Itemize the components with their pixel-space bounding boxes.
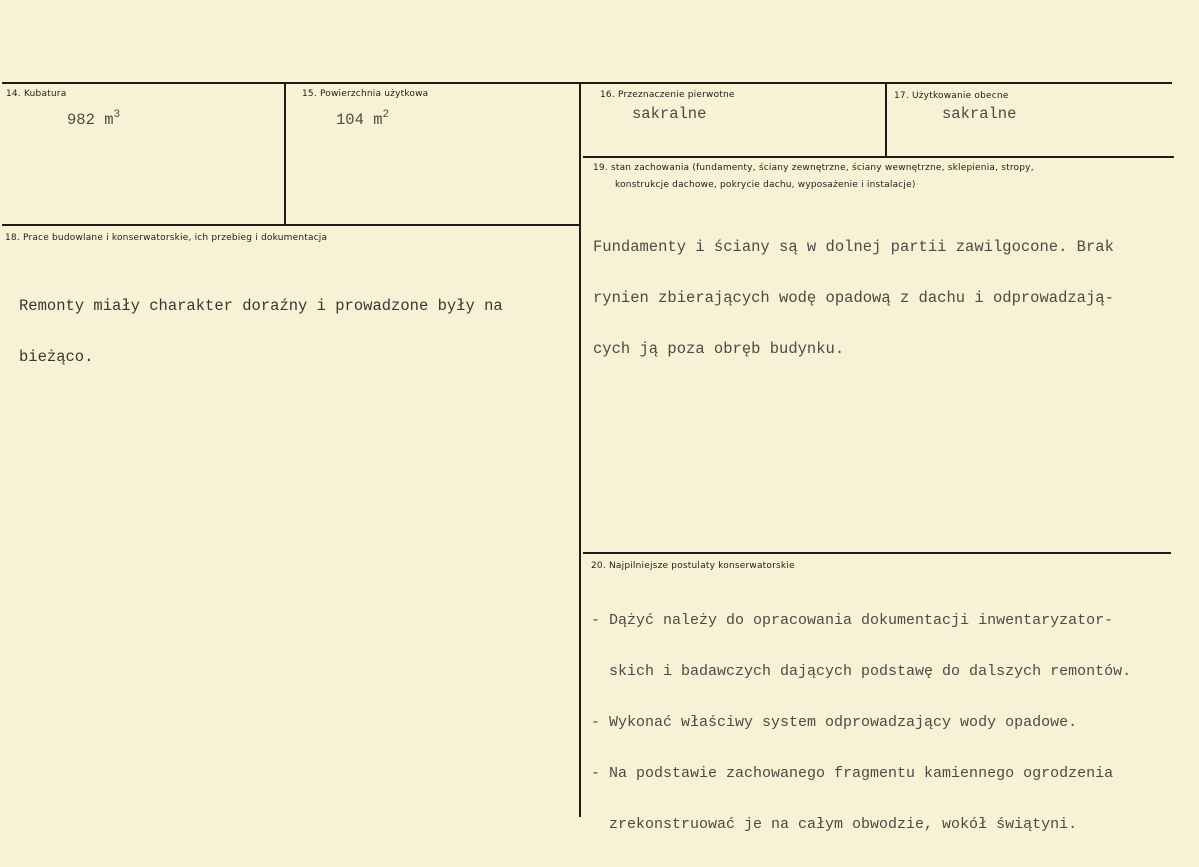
field-19-text (593, 205, 1114, 392)
field-16-label: 16. Przeznaczenie pierwotne (600, 90, 735, 100)
field-14-exponent: 3 (113, 109, 121, 121)
field-18-line: bieżąco. (19, 348, 94, 366)
field-15-label: 15. Powierzchnia użytkowa (302, 89, 429, 99)
field-14-label: 14. Kubatura (6, 89, 67, 99)
field-19-line: cych ją poza obręb budynku. (593, 340, 845, 358)
field-20-line: skich i badawczych dających podstawę do dalszych remontów. (591, 663, 1132, 680)
field-19-label-line2: konstrukcje dachowe, pokrycie dachu, wyposażenie i instalacje) (615, 180, 916, 190)
field-17-label: 17. Użytkowanie obecne (894, 91, 1009, 101)
field-15-exponent: 2 (382, 109, 390, 121)
rule-under-16-17 (583, 156, 1174, 158)
field-20-line: - Na podstawie zachowanego fragmentu kamiennego ogrodzenia (591, 765, 1114, 782)
field-14-value (67, 107, 120, 129)
field-20-label: 20. Najpilniejsze postulaty konserwatorskie (591, 561, 795, 571)
field-17-value: sakralne (942, 105, 1017, 123)
rule-above-20 (583, 552, 1171, 554)
field-18-text (19, 264, 503, 400)
field-18-line: Remonty miały charakter doraźny i prowadzone były na (19, 297, 503, 315)
field-20-line: - Dążyć należy do opracowania dokumentacji inwentaryzator- (591, 612, 1114, 629)
rule-under-14-15 (2, 224, 580, 226)
center-divider (579, 82, 581, 817)
field-20-line: zrekonstruować je na całym obwodzie, wokół świątyni. (591, 816, 1078, 833)
field-16-value: sakralne (632, 105, 707, 123)
field-19-label-line1: 19. stan zachowania (fundamenty, ściany zewnętrzne, ściany wewnętrzne, sklepienia, stropy, (593, 163, 1034, 173)
divider-16-17 (885, 82, 887, 156)
field-19-line: rynien zbierających wodę opadową z dachu i odprowadzają- (593, 289, 1114, 307)
field-15-value-text: 104 m (336, 111, 383, 129)
field-18-label: 18. Prace budowlane i konserwatorskie, ich przebieg i dokumentacja (5, 233, 328, 243)
field-20-line: - Wykonać właściwy system odprowadzający wody opadowe. (591, 714, 1078, 731)
field-19-line: Fundamenty i ściany są w dolnej partii zawilgocone. Brak (593, 238, 1114, 256)
divider-14-15 (284, 82, 286, 225)
field-14-value-text: 982 m (67, 111, 114, 129)
field-15-value (336, 107, 389, 129)
field-20-text (591, 578, 1131, 867)
top-rule (2, 82, 1172, 84)
